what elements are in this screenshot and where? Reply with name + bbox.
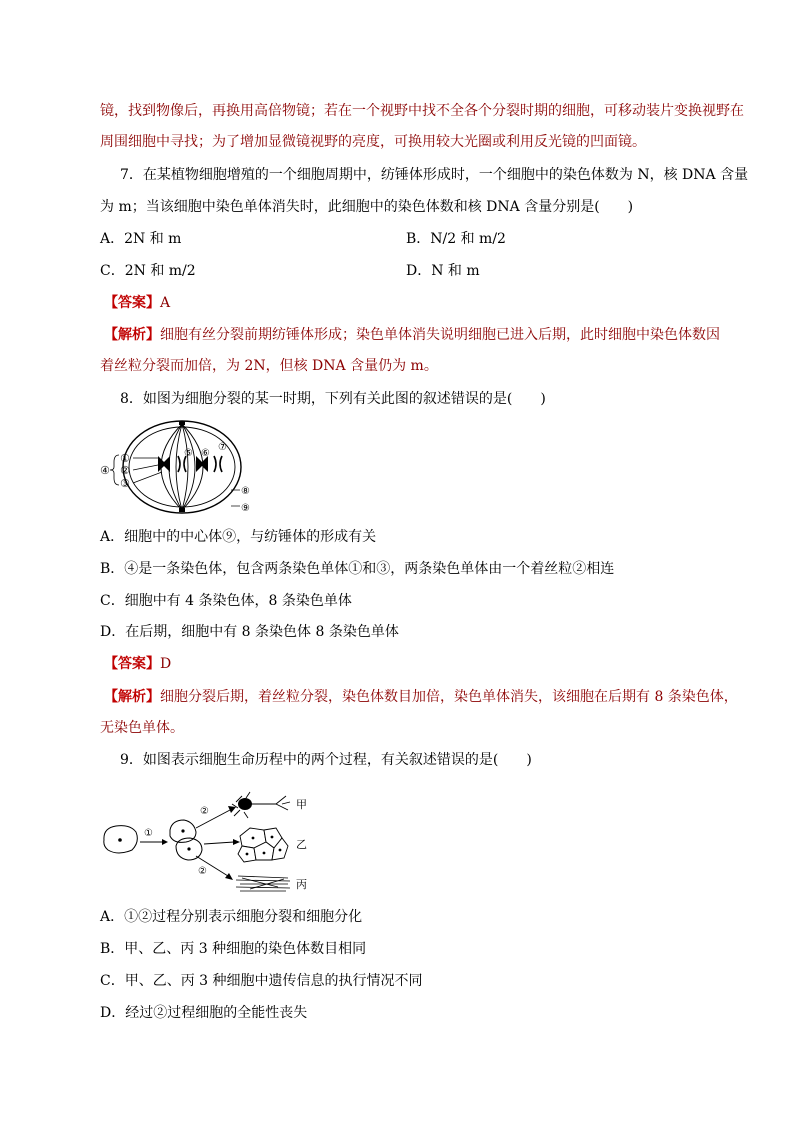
label-yi: 乙 <box>296 838 307 851</box>
label-bing: 丙 <box>296 878 307 891</box>
intro-line-2: 周围细胞中寻找；为了增加显微镜视野的亮度，可换用较大光圈或利用反光镜的凹面镜。 <box>100 134 646 150</box>
brace-4 <box>110 455 119 485</box>
q9-option-b: B．甲、乙、丙 3 种细胞的染色体数目相同 <box>100 941 367 957</box>
label-jia: 甲 <box>296 798 307 811</box>
chromosome-4 <box>214 456 222 472</box>
label-7: ⑦ <box>218 442 227 453</box>
q8-option-c: C．细胞中有 4 条染色体，8 条染色单体 <box>100 593 352 609</box>
q7-answer-tag: 【答案】 <box>104 295 160 311</box>
label-6: ⑥ <box>201 448 210 459</box>
q9-option-d: D．经过②过程细胞的全能性丧失 <box>100 1005 308 1021</box>
q8-answer-value: D <box>160 656 172 672</box>
q8-analysis-text-1: 细胞分裂后期，着丝粒分裂，染色体数目加倍，染色单体消失，该细胞在后期有 8 条染色体， <box>160 689 738 705</box>
label-8: ⑧ <box>241 486 250 497</box>
q8-answer-tag: 【答案】 <box>104 656 160 672</box>
q7-stem-line-1: 7．在某植物细胞增殖的一个细胞周期中，纺锤体形成时，一个细胞中的染色体数为 N，核 DNA 含量 <box>120 167 749 183</box>
q8-option-d: D．在后期，细胞中有 8 条染色体 8 条染色单体 <box>100 624 399 640</box>
q8-answer <box>104 654 171 674</box>
q7-analysis-line-1 <box>104 325 720 345</box>
q7-option-d: D．N 和 m <box>406 263 480 279</box>
q7-analysis-text-1: 细胞有丝分裂前期纺锤体形成；染色单体消失说明细胞已进入后期，此时细胞中染色体数因 <box>160 327 720 343</box>
q7-option-b: B．N/2 和 m/2 <box>406 231 506 247</box>
label-process-1: ① <box>144 828 153 839</box>
q9-stem: 9．如图表示细胞生命历程中的两个过程，有关叙述错误的是( ) <box>120 752 532 768</box>
q8-analysis-line-1 <box>104 687 738 707</box>
label-4: ④ <box>100 464 110 477</box>
q7-analysis-line-2: 着丝粒分裂而加倍，为 2N，但核 DNA 含量仍为 m。 <box>100 358 438 374</box>
cell-membrane <box>123 421 241 513</box>
centriole-top <box>179 421 185 425</box>
q8-option-b: B．④是一条染色体，包含两条染色单体①和③，两条染色单体由一个着丝粒②相连 <box>100 561 615 577</box>
label-3: ③ <box>120 477 130 490</box>
label-process-2a: ② <box>200 806 209 817</box>
q9-option-a: A．①②过程分别表示细胞分裂和细胞分化 <box>100 909 363 925</box>
q7-option-a: A．2N 和 m <box>100 231 182 247</box>
label-9: ⑨ <box>241 503 250 514</box>
label-5: ⑤ <box>184 448 193 459</box>
intro-line-1: 镜，找到物像后，再换用高倍物镜；若在一个视野中找不全各个分裂时期的细胞，可移动装片变换视野在 <box>100 103 744 119</box>
q7-answer <box>104 293 170 313</box>
q8-option-a: A．细胞中的中心体⑨，与纺锤体的形成有关 <box>100 529 377 545</box>
cell-inner-ring <box>129 427 235 507</box>
q9-option-c: C．甲、乙、丙 3 种细胞中遗传信息的执行情况不同 <box>100 973 423 989</box>
q8-cell-division-figure <box>100 418 260 520</box>
q8-analysis-line-2: 无染色单体。 <box>100 720 184 736</box>
q8-stem: 8．如图为细胞分裂的某一时期，下列有关此图的叙述错误的是( ) <box>120 391 546 407</box>
q9-cell-process-figure <box>100 784 320 896</box>
label-1: ① <box>120 452 130 465</box>
q7-answer-value: A <box>160 295 171 311</box>
q7-option-c: C．2N 和 m/2 <box>100 263 196 279</box>
q7-stem-line-2: 为 m；当该细胞中染色单体消失时，此细胞中的染色体数和核 DNA 含量分别是( ) <box>100 199 634 215</box>
cluster-cells <box>238 828 288 862</box>
muscle-fibers <box>236 876 290 891</box>
q8-analysis-tag: 【解析】 <box>104 689 160 705</box>
q7-analysis-tag: 【解析】 <box>104 327 160 343</box>
centriole-bottom <box>179 508 185 512</box>
chromosome-1 <box>158 456 170 472</box>
label-process-2b: ② <box>198 866 207 877</box>
label-2: ② <box>120 464 130 477</box>
